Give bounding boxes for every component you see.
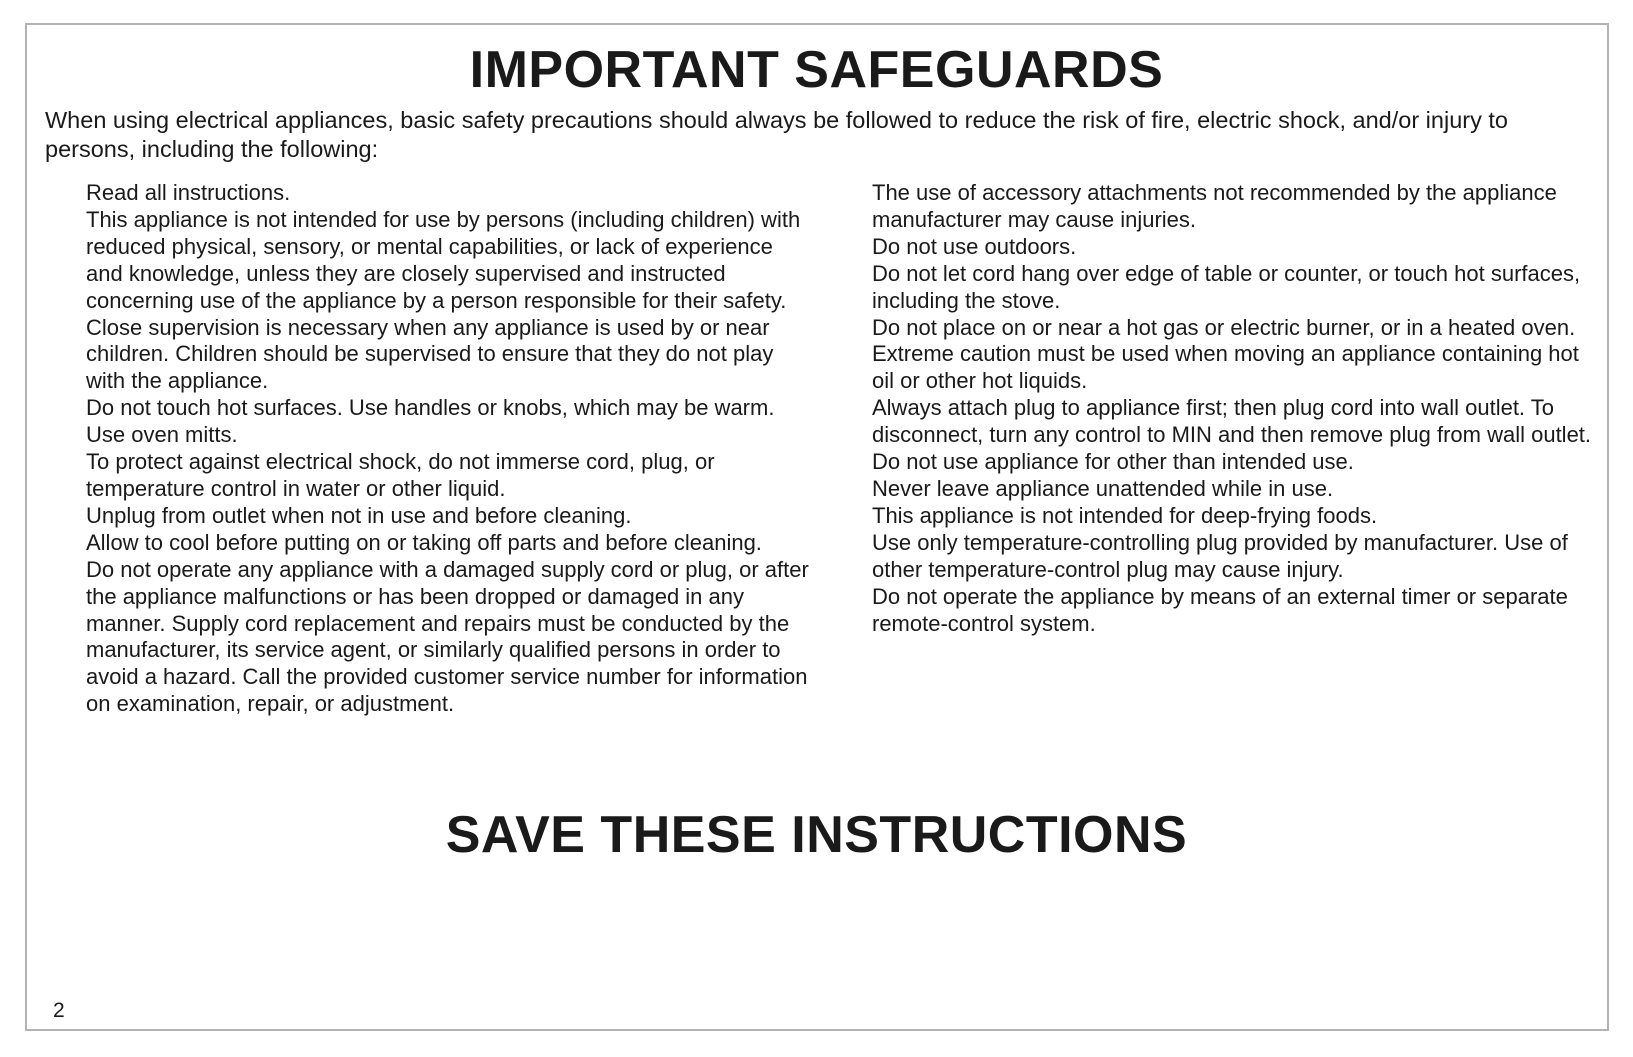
list-item: Do not place on or near a hot gas or electric burner, or in a heated oven.	[872, 314, 1576, 340]
list-item: Do not use outdoors.	[872, 233, 1077, 259]
list-item: Do not operate any appliance with a damaged supply cord or plug, or after the appliance malfunctions or has been dropped or damaged in any manner. Supply cord replacement and repairs must be conducted by the manufacturer, its service agent, or similarly qualified persons in order to avoid a hazard. Call the provided customer service number for information on examination, repair, or adjustment.	[86, 556, 809, 717]
page-title: IMPORTANT SAFEGUARDS	[469, 41, 1164, 99]
list-item: Use only temperature-controlling plug provided by manufacturer. Use of other temperature-control plug may cause injury.	[872, 529, 1568, 582]
list-item: Read all instructions.	[86, 180, 291, 205]
list-item: Allow to cool before putting on or taking off parts and before cleaning.	[86, 529, 762, 555]
list-item: Extreme caution must be used when moving an appliance containing hot oil or other hot liquids.	[872, 341, 1579, 394]
intro-paragraph: When using electrical appliances, basic safety precautions should always be followed to reduce the risk of fire, electric shock, and/or injury to persons, including the following:	[45, 107, 1508, 162]
list-item: Always attach plug to appliance first; then plug cord into wall outlet. To disconnect, turn any control to MIN and then remove plug from wall outlet.	[872, 395, 1592, 448]
list-item: Do not touch hot surfaces. Use handles or knobs, which may be warm. Use oven mitts.	[86, 395, 775, 448]
page-number: 2	[53, 999, 65, 1022]
list-item: This appliance is not intended for deep-frying foods.	[872, 502, 1378, 528]
list-item: Close supervision is necessary when any appliance is used by or near children. Children should be supervised to ensure that they do not play with the appliance.	[86, 314, 774, 394]
list-item: To protect against electrical shock, do not immerse cord, plug, or temperature control in water or other liquid.	[86, 449, 715, 501]
safeguards-list-right	[872, 180, 1597, 637]
list-item: The use of accessory attachments not recommended by the appliance manufacturer may cause injuries.	[872, 180, 1557, 232]
list-item: Unplug from outlet when not in use and before cleaning.	[86, 502, 632, 528]
safeguards-list-left	[86, 180, 811, 718]
list-item: Do not use appliance for other than intended use.	[872, 449, 1354, 475]
list-item: Never leave appliance unattended while in use.	[872, 475, 1334, 501]
list-item: This appliance is not intended for use by persons (including children) with reduced physical, sensory, or mental capabilities, or lack of experience and knowledge, unless they are closely supervised and instructed concerning use of the appliance by a person responsible for their safety.	[86, 206, 801, 313]
list-item: Do not let cord hang over edge of table or counter, or touch hot surfaces, including the stove.	[872, 260, 1581, 313]
save-instructions-heading: SAVE THESE INSTRUCTIONS	[445, 806, 1188, 864]
list-item: Do not operate the appliance by means of an external timer or separate remote-control system.	[872, 583, 1568, 636]
